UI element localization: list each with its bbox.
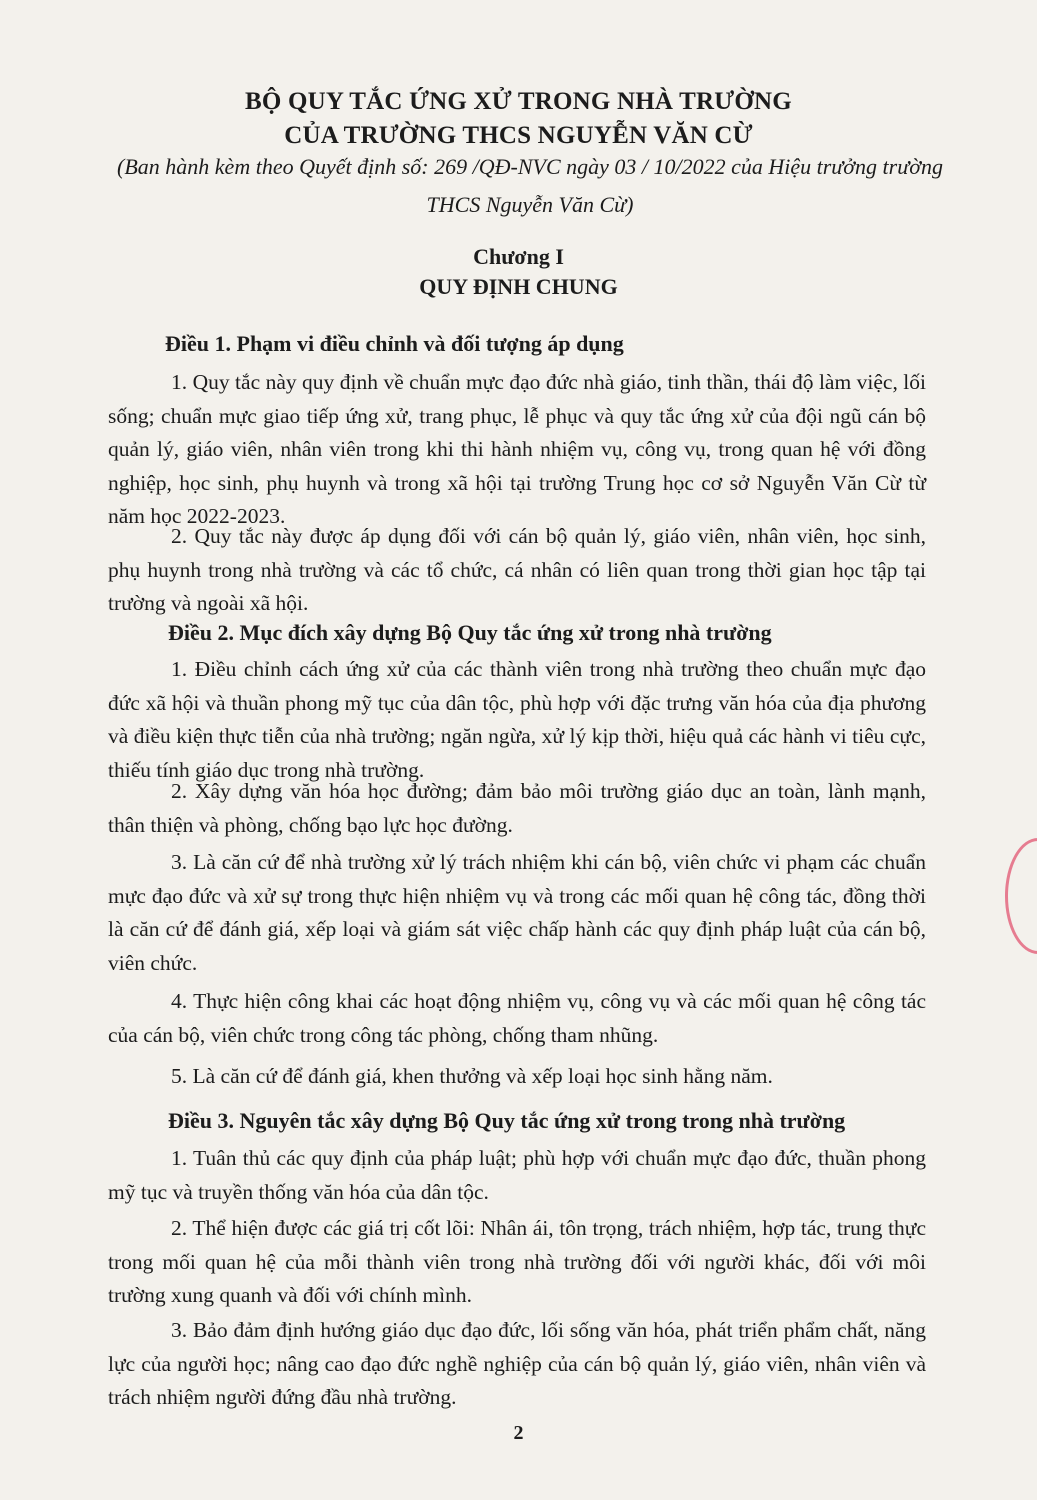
- article-1-paragraph-2: 2. Quy tắc này được áp dụng đối với cán bộ quản lý, giáo viên, nhân viên, học sinh, phụ huynh trong nhà trường và các tổ chức, cá nhân có liên quan trong thời gian học tập tại trường và ngoài xã hội.: [108, 524, 926, 615]
- article-2-paragraph-2: 2. Xây dựng văn hóa học đường; đảm bảo môi trường giáo dục an toàn, lành mạnh, thân thiện và phòng, chống bạo lực học đường.: [108, 779, 926, 837]
- chapter-number: Chương I: [473, 244, 564, 269]
- article-2-heading: Điều 2. Mục đích xây dựng Bộ Quy tắc ứng xử trong nhà trường: [168, 620, 772, 645]
- article-3-paragraph-2: 2. Thể hiện được các giá trị cốt lõi: Nhân ái, tôn trọng, trách nhiệm, hợp tác, trung thực trong mối quan hệ của mỗi thành viên trong nhà trường đối với người khác, đối với môi trường xung quanh và đối với chính mình.: [108, 1216, 926, 1307]
- article-3-paragraph-1: 1. Tuân thủ các quy định của pháp luật; phù hợp với chuẩn mực đạo đức, thuần phong mỹ tục và truyền thống văn hóa của dân tộc.: [108, 1146, 926, 1204]
- article-3-heading: Điều 3. Nguyên tắc xây dựng Bộ Quy tắc ứng xử trong trong nhà trường: [168, 1108, 846, 1133]
- page-number: 2: [513, 1422, 524, 1444]
- article-2-paragraph-4: 4. Thực hiện công khai các hoạt động nhiệm vụ, công vụ và các mối quan hệ công tác của cán bộ, viên chức trong công tác phòng, chống tham nhũng.: [108, 989, 926, 1047]
- article-2-paragraph-1: 1. Điều chỉnh cách ứng xử của các thành viên trong nhà trường theo chuẩn mực đạo đức xã hội và thuần phong mỹ tục của dân tộc, phù hợp với đặc trưng văn hóa của địa phương và điều kiện thực tiễn của nhà trường; ngăn ngừa, xử lý kịp thời, hiệu quả các hành vi tiêu cực, thiếu tính giáo dục trong nhà trường.: [108, 657, 926, 782]
- document-title-line-2: CỦA TRƯỜNG THCS NGUYỄN VĂN CỪ: [284, 122, 753, 149]
- document-subtitle: (Ban hành kèm theo Quyết định số: 269 /QĐ-NVC ngày 03 / 10/2022 của Hiệu trưởng trường THCS Nguyễn Văn Cừ): [117, 154, 943, 217]
- article-1-heading: Điều 1. Phạm vi điều chỉnh và đối tượng áp dụng: [165, 331, 624, 356]
- article-3-paragraph-3: 3. Bảo đảm định hướng giáo dục đạo đức, lối sống văn hóa, phát triển phẩm chất, năng lực của người học; nâng cao đạo đức nghề nghiệp của cán bộ quản lý, giáo viên, nhân viên và trách nhiệm người đứng đầu nhà trường.: [108, 1318, 926, 1409]
- document-title-line-1: BỘ QUY TẮC ỨNG XỬ TRONG NHÀ TRƯỜNG: [245, 88, 792, 115]
- red-seal-stamp-edge: [1005, 838, 1037, 954]
- article-2-paragraph-3: 3. Là căn cứ để nhà trường xử lý trách nhiệm khi cán bộ, viên chức vi phạm các chuẩn mực đạo đức và xử sự trong thực hiện nhiệm vụ và trong các mối quan hệ công tác, đồng thời là căn cứ để đánh giá, xếp loại và giám sát việc chấp hành các quy định pháp luật của cán bộ, viên chức.: [108, 850, 926, 975]
- article-1-paragraph-1: 1. Quy tắc này quy định về chuẩn mực đạo đức nhà giáo, tinh thần, thái độ làm việc, lối sống; chuẩn mực giao tiếp ứng xử, trang phục, lễ phục và quy tắc ứng xử của đội ngũ cán bộ quản lý, giáo viên, nhân viên trong khi thi hành nhiệm vụ, công vụ, trong quan hệ với đồng nghiệp, học sinh, phụ huynh và trong xã hội tại trường Trung học cơ sở Nguyễn Văn Cừ từ năm học 2022-2023.: [108, 370, 926, 528]
- chapter-title: QUY ĐỊNH CHUNG: [419, 274, 618, 299]
- article-2-paragraph-5: 5. Là căn cứ để đánh giá, khen thưởng và xếp loại học sinh hằng năm.: [171, 1064, 773, 1088]
